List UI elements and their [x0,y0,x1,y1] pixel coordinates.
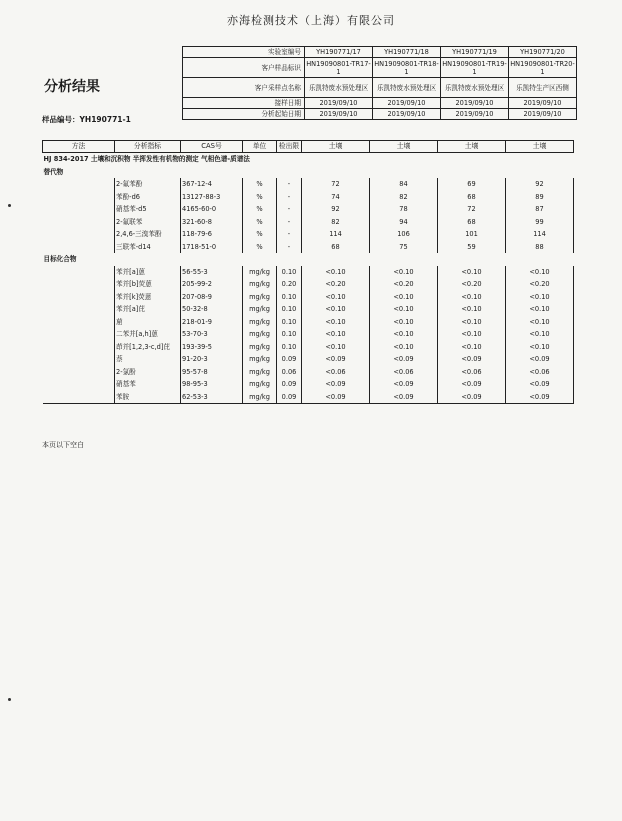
result-value: <0.09 [302,353,370,366]
detection-limit: 0.06 [277,366,302,379]
info-value: 乐凯特废水预处理区 [305,78,373,98]
unit: mg/kg [243,316,277,329]
table-row [43,341,574,354]
result-value: 84 [370,178,438,191]
detection-limit: 0.20 [277,278,302,291]
cas-number: 205-99-2 [181,278,243,291]
unit: mg/kg [243,341,277,354]
result-value: <0.10 [506,266,574,279]
method-cell [43,216,115,229]
table-row [43,178,574,191]
result-value: <0.10 [302,341,370,354]
unit: mg/kg [243,328,277,341]
info-value: 2019/09/10 [305,98,373,109]
info-label: 客户样品标识 [183,58,305,78]
analyte-name: 硝基苯-d5 [115,203,181,216]
table-row [43,378,574,391]
detection-limit: 0.09 [277,353,302,366]
result-value: <0.09 [438,391,506,404]
result-value: 114 [302,228,370,241]
cas-number: 218-01-9 [181,316,243,329]
result-value: <0.20 [506,278,574,291]
method-cell [43,391,115,404]
table-row [43,216,574,229]
result-value: 72 [302,178,370,191]
cas-number: 193-39-5 [181,341,243,354]
result-value: 78 [370,203,438,216]
detection-limit: 0.10 [277,266,302,279]
info-value: 乐凯特废水预处理区 [441,78,509,98]
result-value: <0.10 [438,316,506,329]
table-row [43,203,574,216]
unit: mg/kg [243,353,277,366]
column-header: 土壤 [370,141,438,153]
result-value: <0.10 [506,316,574,329]
result-value: 114 [506,228,574,241]
info-value: 2019/09/10 [373,109,441,120]
info-row [183,47,577,58]
result-value: <0.06 [302,366,370,379]
info-value: YH190771/17 [305,47,373,58]
result-value: <0.10 [302,291,370,304]
table-row [43,328,574,341]
cas-number: 91-20-3 [181,353,243,366]
result-value: <0.10 [506,341,574,354]
section-row [43,253,574,266]
info-label: 实验室编号 [183,47,305,58]
result-value: 82 [370,191,438,204]
cas-number: 367-12-4 [181,178,243,191]
unit: mg/kg [243,303,277,316]
result-value: <0.10 [370,316,438,329]
info-value: YH190771/19 [441,47,509,58]
result-value: 74 [302,191,370,204]
result-value: <0.06 [370,366,438,379]
method-cell [43,366,115,379]
result-value: 59 [438,241,506,254]
table-row [43,291,574,304]
company-name: 亦海检测技术（上海）有限公司 [227,14,395,27]
result-value: <0.10 [370,328,438,341]
result-value: 94 [370,216,438,229]
info-value: 2019/09/10 [305,109,373,120]
result-value: <0.10 [438,266,506,279]
table-row [43,278,574,291]
unit: mg/kg [243,291,277,304]
detection-limit: 0.10 [277,328,302,341]
unit: % [243,241,277,254]
method-cell [43,191,115,204]
method-cell [43,291,115,304]
cas-number: 56-55-3 [181,266,243,279]
detection-limit: - [277,228,302,241]
analyte-name: 三联苯-d14 [115,241,181,254]
info-value: 2019/09/10 [509,109,577,120]
info-value: 2019/09/10 [373,98,441,109]
column-header: 土壤 [506,141,574,153]
info-value: HN19090801-TR19-1 [442,59,507,76]
column-header: 单位 [243,141,277,153]
analyte-name: 2-氟苯酚 [115,178,181,191]
cas-number: 95-57-8 [181,366,243,379]
page-title: 分析结果 [44,79,100,95]
analyte-name: 2-氟联苯 [115,216,181,229]
method-cell [43,378,115,391]
info-label: 分析起始日期 [183,109,305,120]
result-value: 89 [506,191,574,204]
result-value: <0.10 [506,291,574,304]
page-end-note: 本页以下空白 [42,441,84,449]
method-cell [43,353,115,366]
table-row [43,303,574,316]
detection-limit: 0.09 [277,378,302,391]
sample-info-table [182,46,577,120]
detection-limit: 0.10 [277,341,302,354]
result-value: <0.09 [438,353,506,366]
cas-number: 118-79-6 [181,228,243,241]
info-value: 2019/09/10 [509,98,577,109]
result-value: <0.10 [506,303,574,316]
info-value: HN19090801-TR20-1 [510,59,575,76]
result-value: <0.10 [302,316,370,329]
info-value: 2019/09/10 [441,109,509,120]
result-value: <0.10 [370,266,438,279]
result-value: <0.10 [438,341,506,354]
result-value: <0.06 [506,366,574,379]
result-value: <0.09 [370,353,438,366]
info-value: 乐凯特废水预处理区 [373,78,441,98]
analyte-name: 萘 [115,353,181,366]
analyte-name: 苯并[a]蒽 [115,266,181,279]
result-value: 68 [302,241,370,254]
detection-limit: 0.10 [277,316,302,329]
method-cell [43,316,115,329]
cas-number: 50-32-8 [181,303,243,316]
section-name: 替代物 [43,167,64,176]
table-row [43,266,574,279]
info-label: 客户采样点名称 [183,78,305,98]
column-header: 土壤 [438,141,506,153]
column-header: 方法 [43,141,115,153]
result-value: 92 [302,203,370,216]
scan-speck [8,698,11,701]
unit: mg/kg [243,266,277,279]
table-row [43,241,574,254]
results-table [42,140,574,404]
result-value: 99 [506,216,574,229]
sample-number: 样品编号：YH190771-1 [42,115,131,124]
analyte-name: 茚并[1,2,3-c,d]芘 [115,341,181,354]
info-value: YH190771/18 [373,47,441,58]
unit: mg/kg [243,391,277,404]
method-cell [43,178,115,191]
info-value: 乐凯特生产区西侧 [509,78,577,98]
result-value: 68 [438,191,506,204]
result-value: <0.10 [438,303,506,316]
result-value: <0.09 [506,391,574,404]
detection-limit: - [277,203,302,216]
result-value: 92 [506,178,574,191]
cas-number: 207-08-9 [181,291,243,304]
result-value: <0.10 [438,328,506,341]
result-value: <0.10 [302,328,370,341]
cas-number: 1718-51-0 [181,241,243,254]
analyte-name: 苯并[k]荧蒽 [115,291,181,304]
detection-limit: - [277,178,302,191]
result-value: <0.20 [438,278,506,291]
result-value: <0.09 [506,353,574,366]
scan-speck [8,204,11,207]
unit: % [243,228,277,241]
method-cell [43,203,115,216]
result-value: <0.10 [370,303,438,316]
column-header: 分析指标 [115,141,181,153]
cas-number: 13127-88-3 [181,191,243,204]
method-cell [43,278,115,291]
result-value: <0.10 [370,291,438,304]
info-value: YH190771/20 [509,47,577,58]
detection-limit: - [277,191,302,204]
result-value: 106 [370,228,438,241]
result-value: 88 [506,241,574,254]
method-cell [43,341,115,354]
info-value: HN19090801-TR18-1 [374,59,439,76]
result-value: 87 [506,203,574,216]
section-name: 目标化合物 [43,255,77,263]
detection-limit: 0.10 [277,303,302,316]
detection-limit: 0.09 [277,391,302,404]
method-cell [43,228,115,241]
info-row [183,109,577,120]
cas-number: 53-70-3 [181,328,243,341]
unit: mg/kg [243,366,277,379]
method-cell [43,303,115,316]
info-row [183,98,577,109]
result-value: <0.09 [302,391,370,404]
analyte-name: 苯胺 [115,391,181,404]
analyte-name: 二苯并[a,h]蒽 [115,328,181,341]
unit: mg/kg [243,278,277,291]
info-row [183,78,577,98]
analyte-name: 䓛 [115,316,181,329]
analyte-name: 苯并[a]芘 [115,303,181,316]
column-header-row [43,141,574,153]
result-value: 82 [302,216,370,229]
result-value: 69 [438,178,506,191]
cas-number: 62-53-3 [181,391,243,404]
table-row [43,391,574,404]
column-header: CAS号 [181,141,243,153]
method-cell [43,328,115,341]
result-value: <0.10 [506,328,574,341]
method-cell [43,241,115,254]
analyte-name: 苯酚-d6 [115,191,181,204]
column-header: 土壤 [302,141,370,153]
unit: mg/kg [243,378,277,391]
table-row [43,228,574,241]
info-label: 接样日期 [183,98,305,109]
table-row [43,353,574,366]
info-value: 2019/09/10 [441,98,509,109]
cas-number: 321-60-8 [181,216,243,229]
analyte-name: 2,4,6-三溴苯酚 [115,228,181,241]
analyte-name: 苯并[b]荧蒽 [115,278,181,291]
section-row [43,166,574,179]
result-value: <0.20 [370,278,438,291]
result-value: <0.09 [370,378,438,391]
analyte-name: 硝基苯 [115,378,181,391]
table-row [43,191,574,204]
detection-limit: - [277,241,302,254]
detection-limit: - [277,216,302,229]
method-cell [43,266,115,279]
result-value: <0.06 [438,366,506,379]
result-value: <0.20 [302,278,370,291]
detection-limit: 0.10 [277,291,302,304]
result-value: 72 [438,203,506,216]
table-row [43,316,574,329]
cas-number: 4165-60-0 [181,203,243,216]
method-row [43,153,574,166]
result-value: <0.10 [302,303,370,316]
cas-number: 98-95-3 [181,378,243,391]
method-name: HJ 834-2017 土壤和沉积物 半挥发性有机物的测定 气相色谱-质谱法 [43,155,250,163]
result-value: 101 [438,228,506,241]
unit: % [243,191,277,204]
unit: % [243,178,277,191]
unit: % [243,216,277,229]
result-value: 75 [370,241,438,254]
column-header: 检出限 [277,141,302,153]
result-value: <0.09 [302,378,370,391]
result-value: <0.09 [438,378,506,391]
analyte-name: 2-氯酚 [115,366,181,379]
info-value: HN19090801-TR17-1 [306,59,371,76]
table-row [43,366,574,379]
result-value: <0.10 [370,341,438,354]
unit: % [243,203,277,216]
result-value: <0.10 [302,266,370,279]
result-value: 68 [438,216,506,229]
info-row [183,58,577,78]
result-value: <0.10 [438,291,506,304]
result-value: <0.09 [506,378,574,391]
result-value: <0.09 [370,391,438,404]
